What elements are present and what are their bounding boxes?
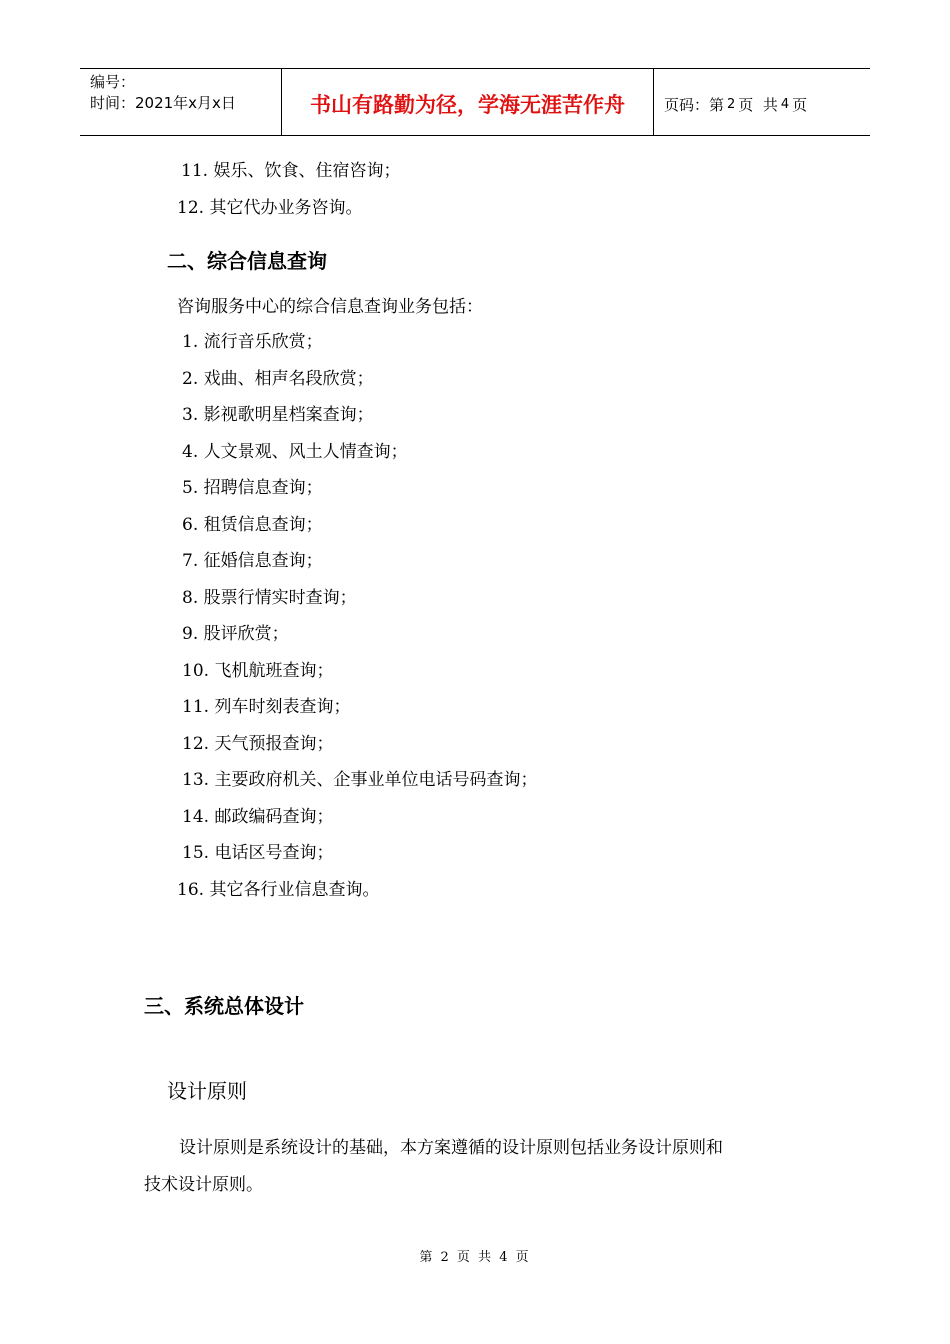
list-item: 12. 其它代办业务咨询。 [177,198,363,218]
list-item: 11. 娱乐、饮食、住宿咨询； [181,161,401,181]
list-item: 1. 流行音乐欣赏； [182,332,323,352]
paragraph-line: 设计原则是系统设计的基础，本方案遵循的设计原则包括业务设计原则和 [179,1138,723,1158]
list-item: 15. 电话区号查询； [182,843,334,863]
section-heading-3: 三、系统总体设计 [144,994,304,1018]
list-item: 2. 戏曲、相声名段欣赏； [182,369,374,389]
header-page-prefix: 页码：第 [664,95,725,114]
section-intro: 咨询服务中心的综合信息查询业务包括： [177,297,483,317]
page-header [80,68,870,136]
header-motto: 书山有路勤为径，学海无涯苦作舟 [282,69,654,135]
list-item: 16. 其它各行业信息查询。 [177,880,380,900]
list-item: 6. 租赁信息查询； [182,515,323,535]
list-item: 3. 影视歌明星档案查询； [182,405,374,425]
list-item: 11. 列车时刻表查询； [182,697,351,717]
section-heading-2: 二、综合信息查询 [167,249,327,273]
header-page-middle: 页 共 [738,95,778,114]
list-item: 9. 股评欣赏； [182,624,289,644]
subsection-heading: 设计原则 [167,1079,247,1103]
list-item: 12. 天气预报查询； [182,734,334,754]
list-item: 14. 邮政编码查询； [182,807,334,827]
header-page-number [654,69,870,135]
list-item: 4. 人文景观、风土人情查询； [182,442,408,462]
header-time-label: 时间：2021年x月x日 [90,94,236,112]
list-item: 8. 股票行情实时查询； [182,588,357,608]
page-footer: 第 2 页 共 4 页 [419,1250,531,1265]
list-item: 7. 征婚信息查询； [182,551,323,571]
list-item: 10. 飞机航班查询； [182,661,334,681]
list-item: 5. 招聘信息查询； [182,478,323,498]
header-page-current: 2 [727,96,736,112]
header-page-total: 4 [780,96,790,112]
header-number-label: 编号： [90,73,136,91]
list-item: 13. 主要政府机关、企事业单位电话号码查询； [182,770,538,790]
paragraph-line: 技术设计原则。 [144,1175,263,1195]
header-page-suffix: 页 [792,95,808,114]
header-meta [80,69,282,135]
